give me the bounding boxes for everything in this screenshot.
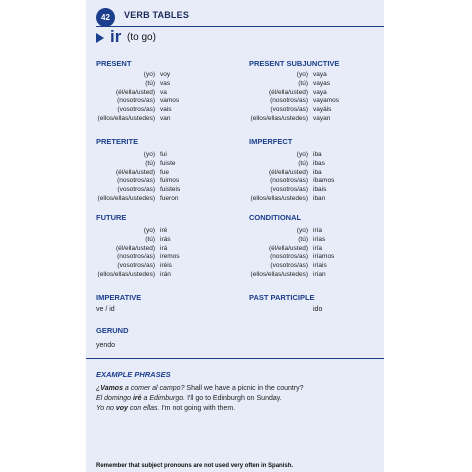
pronoun: (vosotros/as) — [270, 186, 308, 194]
conjugation-row — [96, 151, 241, 160]
pronoun: (yo) — [143, 227, 155, 234]
conjugation-row — [96, 89, 241, 98]
verb-form: vamos — [160, 97, 180, 105]
conjugation-row — [249, 271, 394, 280]
verb-form: iban — [313, 194, 326, 202]
imperative-title: IMPERATIVE — [96, 293, 142, 302]
conditional-conjugation — [249, 227, 394, 280]
pronoun: (ellos/ellas/ustedes) — [250, 114, 308, 122]
pronoun: (él/ella/usted) — [268, 168, 308, 176]
pronoun: (nosotros/as) — [270, 97, 308, 105]
verb-form: vayan — [313, 114, 331, 122]
verb-form: van — [160, 114, 171, 122]
verb-form: fue — [160, 168, 170, 176]
conjugation-row — [249, 253, 394, 262]
pronoun: (él/ella/usted) — [115, 168, 155, 176]
conjugation-row — [249, 262, 394, 271]
conjugation-row — [96, 177, 241, 186]
conjugation-row — [249, 169, 394, 178]
conjugation-row — [249, 115, 394, 124]
conjugation-row — [249, 151, 394, 160]
verb-table-page — [86, 0, 384, 472]
pronoun: (vosotros/as) — [117, 186, 155, 194]
future-title: FUTURE — [96, 213, 127, 222]
verb-form: iremos — [160, 253, 180, 261]
verb-form: vaya — [313, 88, 327, 96]
pronoun: (ellos/ellas/ustedes) — [250, 270, 308, 278]
verb-form: iríamos — [313, 253, 335, 261]
pronoun: (ellos/ellas/ustedes) — [97, 114, 155, 122]
example-line: ¿Vamos a comer al campo? Shall we have a picnic in the country? — [96, 385, 304, 392]
conjugation-row — [96, 271, 241, 280]
pronoun: (nosotros/as) — [117, 253, 155, 261]
conjugation-row — [96, 227, 241, 236]
pronoun: (nosotros/as) — [270, 253, 308, 261]
verb-form: fuiste — [160, 159, 176, 167]
conjugation-row — [249, 97, 394, 106]
pronoun: (él/ella/usted) — [268, 88, 308, 96]
verb-form: irían — [313, 270, 326, 278]
pronoun: (ellos/ellas/ustedes) — [97, 194, 155, 202]
pronoun: (tú) — [298, 79, 308, 87]
verb-gloss: (to go) — [127, 32, 156, 43]
conjugation-row — [249, 71, 394, 80]
conjugation-row — [96, 71, 241, 80]
pronoun: (nosotros/as) — [270, 177, 308, 185]
verb-form: vayamos — [313, 97, 340, 105]
verb-form: fui — [160, 151, 167, 158]
pronoun: (yo) — [296, 71, 308, 78]
conjugation-row — [249, 80, 394, 89]
conjugation-row — [96, 97, 241, 106]
verb-form: vaya — [313, 71, 327, 78]
conjugation-row — [249, 160, 394, 169]
conjugation-row — [249, 195, 394, 204]
verb-form: íbamos — [313, 177, 335, 185]
pronoun: (yo) — [296, 151, 308, 158]
verb-form: irá — [160, 244, 168, 252]
pronoun: (ellos/ellas/ustedes) — [250, 194, 308, 202]
verb-form: irás — [160, 235, 171, 243]
conjugation-row — [96, 236, 241, 245]
pronoun: (vosotros/as) — [270, 106, 308, 114]
pronoun: (nosotros/as) — [117, 177, 155, 185]
preterite-title: PRETERITE — [96, 137, 139, 146]
verb-form: vayas — [313, 79, 330, 87]
conditional-title: CONDITIONAL — [249, 213, 302, 222]
pronoun: (vosotros/as) — [117, 262, 155, 270]
example-line: El domingo iré a Edimburgo. I'll go to Edinburgh on Sunday. — [96, 395, 282, 402]
pronoun: (vosotros/as) — [117, 106, 155, 114]
conjugation-row — [96, 195, 241, 204]
verb-form: iríais — [313, 262, 327, 270]
verb-form: vais — [160, 106, 172, 114]
conjugation-row — [96, 169, 241, 178]
pronoun: (ellos/ellas/ustedes) — [97, 270, 155, 278]
verb-form: va — [160, 88, 167, 96]
verb-form: iría — [313, 244, 323, 252]
pronoun: (yo) — [296, 227, 308, 234]
example-phrases-box — [86, 358, 384, 429]
verb-form: voy — [160, 71, 171, 78]
conjugation-row — [96, 186, 241, 195]
conjugation-row — [96, 245, 241, 254]
pronoun: (él/ella/usted) — [115, 88, 155, 96]
pronoun: (tú) — [298, 159, 308, 167]
gerund-value: yendo — [96, 342, 116, 349]
conjugation-row — [249, 227, 394, 236]
verb-form: iría — [313, 227, 323, 234]
present-subjunctive-conjugation — [249, 71, 394, 124]
triangle-marker-icon — [96, 33, 104, 43]
conjugation-row — [249, 245, 394, 254]
verb-form: ibais — [313, 186, 327, 194]
pronoun: (yo) — [143, 151, 155, 158]
pronoun: (tú) — [145, 235, 155, 243]
present-conjugation — [96, 71, 241, 124]
imperfect-title: IMPERFECT — [249, 137, 293, 146]
conjugation-row — [96, 106, 241, 115]
verb-form: ibas — [313, 159, 325, 167]
verb-form: fuisteis — [160, 186, 181, 194]
verb-form: vayáis — [313, 106, 332, 114]
verb-form: vas — [160, 79, 171, 87]
present-title: PRESENT — [96, 59, 132, 68]
example-phrases-title: EXAMPLE PHRASES — [96, 370, 171, 379]
page-header — [96, 8, 374, 26]
past-participle-value: ido — [313, 306, 323, 313]
verb-form: fueron — [160, 194, 179, 202]
header-rule — [96, 26, 384, 27]
conjugation-row — [249, 186, 394, 195]
preterite-conjugation — [96, 151, 241, 204]
imperfect-conjugation — [249, 151, 394, 204]
verb-form: iba — [313, 151, 322, 158]
future-conjugation — [96, 227, 241, 280]
pronoun: (él/ella/usted) — [115, 244, 155, 252]
verb-form: iréis — [160, 262, 172, 270]
section-title: VERB TABLES — [124, 10, 190, 20]
verb-form: irán — [160, 270, 171, 278]
verb-form: fuimos — [160, 177, 180, 185]
page-number-badge: 42 — [96, 8, 115, 27]
verb-form: iré — [160, 227, 168, 234]
footer-note: Remember that subject pronouns are not used very often in Spanish. — [96, 463, 294, 469]
pronoun: (yo) — [143, 71, 155, 78]
conjugation-row — [96, 253, 241, 262]
verb-form: iba — [313, 168, 322, 176]
pronoun: (tú) — [145, 159, 155, 167]
conjugation-row — [96, 160, 241, 169]
conjugation-row — [249, 106, 394, 115]
verb-infinitive: ir — [110, 27, 122, 46]
imperative-value: ve / id — [96, 306, 115, 313]
conjugation-row — [96, 80, 241, 89]
conjugation-row — [249, 177, 394, 186]
pronoun: (vosotros/as) — [270, 262, 308, 270]
past-participle-title: PAST PARTICIPLE — [249, 293, 315, 302]
conjugation-row — [96, 115, 241, 124]
verb-form: irías — [313, 235, 326, 243]
conjugation-row — [249, 236, 394, 245]
pronoun: (él/ella/usted) — [268, 244, 308, 252]
pronoun: (nosotros/as) — [117, 97, 155, 105]
gerund-title: GERUND — [96, 326, 129, 335]
conjugation-row — [249, 89, 394, 98]
pronoun: (tú) — [145, 79, 155, 87]
present-subjunctive-title: PRESENT SUBJUNCTIVE — [249, 59, 340, 68]
example-line: Yo no voy con ellas. I'm not going with them. — [96, 405, 236, 412]
conjugation-row — [96, 262, 241, 271]
pronoun: (tú) — [298, 235, 308, 243]
